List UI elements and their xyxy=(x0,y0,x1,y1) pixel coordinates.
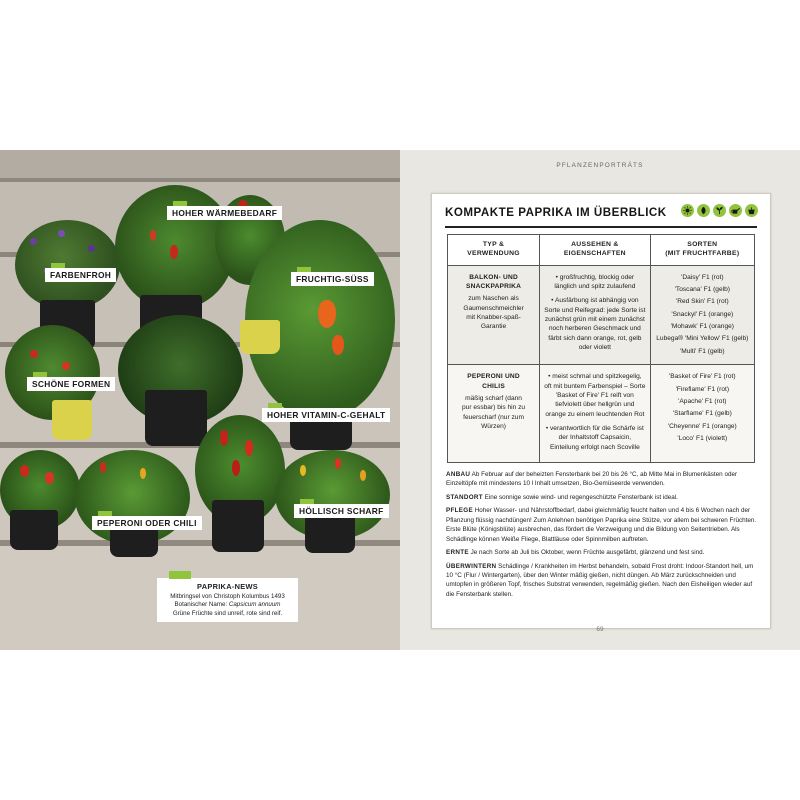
label-hoher-vitamin-c xyxy=(262,408,390,422)
type-description: mäßig scharf (dann pur essbar) bis hin zu feuerscharf (nur zum Würzen) xyxy=(462,394,526,430)
pepper-fruit xyxy=(100,462,106,473)
header-line: VERWENDUNG xyxy=(467,249,520,257)
pepper-fruit xyxy=(58,230,65,237)
overview-card xyxy=(431,193,771,629)
variety-item: 'Fireflame' F1 (rot) xyxy=(675,385,730,393)
label-tab xyxy=(98,511,112,516)
care-section-standort xyxy=(446,493,760,502)
pepper-fruit xyxy=(20,465,29,477)
variety-item: 'Daisy' F1 (rot) xyxy=(681,273,724,281)
card-title: KOMPAKTE PAPRIKA IM ÜBERBLICK xyxy=(445,206,667,219)
care-section-pflege xyxy=(446,506,760,544)
column-header xyxy=(650,235,754,266)
label-peperoni-oder-chili xyxy=(92,516,202,530)
section-text: Hoher Wasser- und Nährstoffbedarf, dabei gleichmäßig feucht halten und 4 bis 6 Wochen nach der Pflanzung flüssig nachdüngen! Zum Anlehnen benötigen Paprika eine Stütze, vor allem bei schweren Früchten. Erste Blüte (Königsblüte) ausbrechen, das fördert die Verzweigung und die Bildung von Seitentrieben. Als Schädlinge können Weiße Fliege, Blattläuse oder Spinnmilben auftreten. xyxy=(446,507,757,543)
type-cell xyxy=(448,265,540,365)
pepper-fruit xyxy=(140,468,146,479)
pepper-fruit xyxy=(88,245,95,252)
header-line: TYP & xyxy=(482,241,505,248)
type-name xyxy=(452,372,535,391)
pepper-fruit xyxy=(150,230,156,241)
section-key: ERNTE xyxy=(446,549,469,557)
sun-icon xyxy=(681,204,694,217)
plant-pot xyxy=(240,320,280,354)
section-key: ÜBERWINTERN xyxy=(446,562,497,570)
variety-item: 'Snackyl' F1 (orange) xyxy=(671,310,734,318)
header-line: EIGENSCHAFTEN xyxy=(563,249,626,257)
section-text: Schädlinge / Krankheiten im Herbst behandeln, sobald Frost droht: Indoor-Standort hell, um 10 °C (Flur / Wintergarten), über den Winter mäßig gießen, nicht düngen. Ab März zurückschneiden und umtopfen in größeren Topf, frisches Substrat verwenden, regelmäßig gießen. Nach den Eisheiligen wieder auf die Fensterbank stellen. xyxy=(446,562,754,598)
header-line: AUSSEHEN & xyxy=(571,241,619,248)
news-title: PAPRIKA-NEWS xyxy=(197,582,258,591)
varieties-cell xyxy=(650,265,754,365)
type-description: zum Naschen als Gaumenschmeichler mit Knabber-spaß-Garantie xyxy=(463,295,524,331)
icon-row xyxy=(681,204,758,217)
variety-item: 'Toscana' F1 (gelb) xyxy=(674,286,730,294)
pepper-fruit xyxy=(245,440,253,456)
page-header: PFLANZENPORTRÄTS xyxy=(556,162,644,169)
features-cell xyxy=(540,265,651,365)
care-section-ueberwintern xyxy=(446,562,760,600)
varieties-cell xyxy=(650,365,754,463)
news-botanical-prefix: Botanischer Name: xyxy=(174,601,229,609)
pepper-fruit xyxy=(170,245,178,259)
pepper-fruit xyxy=(335,458,341,469)
care-section-anbau xyxy=(446,470,760,489)
label-tab xyxy=(173,201,187,206)
plant-pot xyxy=(10,510,58,550)
variety-item: 'Cheyenne' F1 (orange) xyxy=(667,422,737,430)
plant-pot xyxy=(305,515,355,553)
label-tab xyxy=(297,267,311,272)
variety-item: 'Red Skin' F1 (rot) xyxy=(675,298,729,306)
label-text: SCHÖNE FORMEN xyxy=(32,379,111,389)
feature-bullet: • großfruchtig, blockig oder länglich und spitz zulaufend xyxy=(554,273,636,291)
care-section-ernte xyxy=(446,548,760,557)
label-text: HÖLLISCH SCHARF xyxy=(299,506,384,516)
section-text: Ab Februar auf der beheizten Fensterbank bei 20 bis 26 °C, ab Mitte Mai in Blumenkästen oder Einzeltöpfe mit mindestens 10 l Inhalt umsetzen, Bio-Gemüseerde verwenden. xyxy=(446,471,738,488)
section-text: Eine sonnige sowie wind- und regengeschützte Fensterbank ist ideal. xyxy=(484,493,678,501)
right-page xyxy=(400,150,800,650)
table-row xyxy=(448,265,755,365)
feature-bullet: • meist schmal und spitzkegelig, oft mit buntem Farbenspiel – Sorte 'Basket of Fire' F1 reift von tiefviolett über hellgrün und orange zu einem leuchtenden Rot xyxy=(544,373,646,418)
plant-pot xyxy=(145,390,207,446)
variety-item: Lubega® 'Mini Yellow' F1 (gelb) xyxy=(656,335,749,343)
label-tab xyxy=(300,499,314,504)
plant-foliage xyxy=(15,220,120,310)
label-tab xyxy=(169,571,191,579)
variety-item: 'Apache' F1 (rot) xyxy=(678,397,727,405)
section-text: Je nach Sorte ab Juli bis Oktober, wenn Früchte ausgefärbt, glänzend und fest sind. xyxy=(470,549,705,557)
label-tab xyxy=(33,372,47,377)
column-header xyxy=(448,235,540,266)
type-name xyxy=(452,273,535,292)
label-text: FARBENFROH xyxy=(50,270,112,280)
section-key: PFLEGE xyxy=(446,507,473,515)
paprika-news-box xyxy=(157,578,298,622)
column-header xyxy=(540,235,651,266)
pepper-fruit xyxy=(30,350,38,358)
label-hoher-waermebedarf xyxy=(167,206,282,220)
table-header-row xyxy=(448,235,755,266)
feature-bullet: • verantwortlich für die Schärfe ist der Inhaltstoff Capsaicin, Einteilung erfolgt nach Scoville xyxy=(545,424,644,451)
variety-item: 'Basket of Fire' F1 (rot) xyxy=(668,373,736,381)
features-cell xyxy=(540,365,651,463)
pepper-fruit xyxy=(318,300,336,328)
pepper-fruit xyxy=(62,362,70,370)
label-farbenfroh xyxy=(45,268,116,282)
label-text: HOHER VITAMIN-C-GEHALT xyxy=(267,410,386,420)
type-name-line: SNACKPAPRIKA xyxy=(466,283,522,291)
feature-bullet: • Ausfärbung ist abhängig von Sorte und Reifegrad: jede Sorte ist zunächst grün mit einem zunächst noch herberen Geschmack und färbt sich dann orange, rot, gelb oder violett xyxy=(544,297,646,352)
care-sections xyxy=(446,470,760,603)
label-schoene-formen xyxy=(27,377,115,391)
table-row xyxy=(448,365,755,463)
news-botanical-name: Capsicum annuum xyxy=(228,601,281,609)
news-line: Grüne Früchte sind unreif, rote sind reif. xyxy=(172,609,283,617)
pepper-fruit xyxy=(360,470,366,481)
variety-item: 'Multi' F1 (gelb) xyxy=(679,347,725,355)
label-tab xyxy=(51,263,65,268)
pepper-fruit xyxy=(220,430,228,446)
section-key: STANDORT xyxy=(446,493,483,501)
pepper-fruit xyxy=(45,472,54,484)
header-line: SORTEN xyxy=(687,241,718,248)
label-text: FRUCHTIG-SÜSS xyxy=(296,274,369,284)
pot-icon xyxy=(745,204,758,217)
pepper-fruit xyxy=(300,465,306,476)
header-line: (MIT FRUCHTFARBE) xyxy=(665,249,740,257)
pepper-fruit xyxy=(332,335,344,355)
type-cell xyxy=(448,365,540,463)
label-text: PEPERONI ODER CHILI xyxy=(97,518,197,528)
type-name-line: PEPERONI UND xyxy=(467,373,520,381)
overview-table xyxy=(447,234,755,463)
plant-photo xyxy=(0,150,400,650)
label-hoellisch-scharf xyxy=(294,504,389,518)
pepper-fruit xyxy=(30,238,37,245)
type-name-line: BALKON- UND xyxy=(469,273,518,281)
section-key: ANBAU xyxy=(446,471,471,478)
watering-can-icon xyxy=(729,204,742,217)
variety-item: 'Loco' F1 (violett) xyxy=(677,434,728,442)
plant-pot xyxy=(52,400,92,440)
label-text: HOHER WÄRMEBEDARF xyxy=(172,208,278,218)
news-line xyxy=(161,601,294,609)
label-fruchtig-suess xyxy=(291,272,374,286)
variety-item: 'Starflame' F1 (gelb) xyxy=(672,410,732,418)
page-number: 69 xyxy=(596,626,604,633)
stone-step xyxy=(0,150,400,178)
variety-item: 'Mohawk' F1 (orange) xyxy=(670,323,734,331)
pepper-fruit xyxy=(232,460,240,476)
leaf-icon xyxy=(697,204,710,217)
title-rule xyxy=(445,226,757,228)
plant-pot xyxy=(212,500,264,552)
plant-icon xyxy=(713,204,726,217)
type-name-line: CHILIS xyxy=(482,382,505,390)
label-tab xyxy=(268,403,282,408)
news-line: Mitbringsel von Christoph Kolumbus 1493 xyxy=(170,592,285,600)
